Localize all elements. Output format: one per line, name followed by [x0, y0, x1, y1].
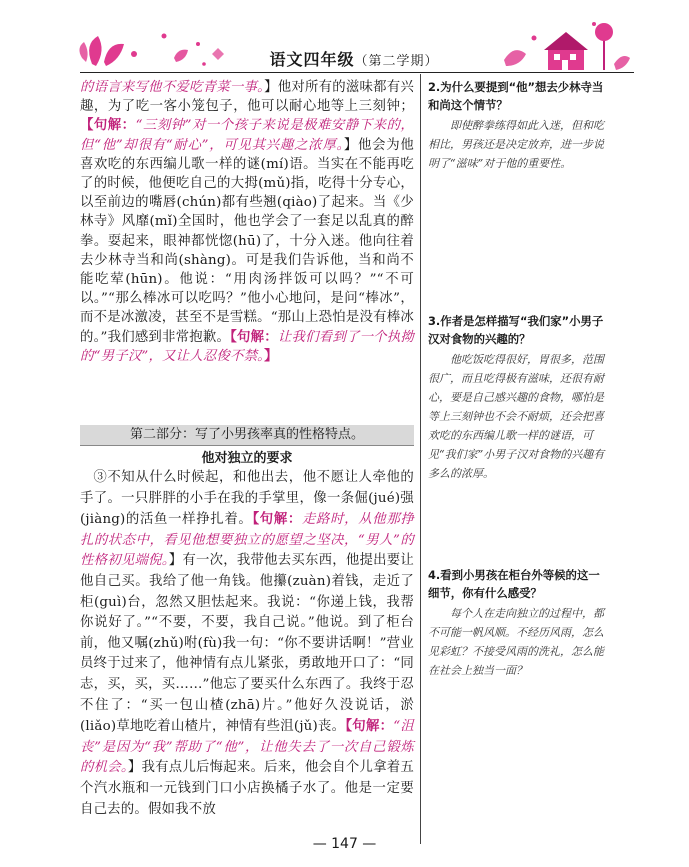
- annotation-end-text: 的语言来写他不爱吃青菜一事。: [80, 80, 265, 95]
- question-2-answer: 即使醉拳练得如此入迷，但和吃相比，男孩还是决定放弃，进一步说明了“滋味”对于他的重要性。: [428, 119, 604, 170]
- sentence-note: “三刻钟”对一个孩子来说是极难安静下来的，但“他”却很有“耐心”，可见其兴趣之浓厚。: [80, 118, 414, 153]
- sentence-note-tag: 【句解：: [230, 328, 278, 345]
- book-title-term: （第二学期）: [354, 54, 439, 69]
- sentence-note-tag: 【句解：: [345, 718, 394, 735]
- body-text: 】他对所有的滋味都有兴趣，为了吃一客小笼包子，他可以耐心地等上三刻钟；: [80, 80, 414, 115]
- question-4-answer: 每个人在走向独立的过程中，都不可能一帆风顺。不经历风雨，怎么见彩虹？不接受风雨的洗礼，怎么能在社会上独当一面？: [428, 607, 604, 677]
- main-text-part-1: [80, 78, 414, 366]
- page-number: — 147 —: [312, 836, 377, 852]
- question-3: [428, 312, 610, 483]
- book-title-main: 语文四年级: [269, 50, 355, 69]
- main-text-part-2: [80, 468, 414, 820]
- paragraph-independence: [80, 468, 414, 820]
- header-rule: [80, 72, 634, 73]
- sentence-note: 让我们看到了一个执拗的“男子汉”，又让人忍俊不禁。: [80, 329, 415, 364]
- page-header: [74, 14, 634, 78]
- sentence-note-tag: 【句解：: [252, 511, 302, 528]
- question-4-text: 4.看到小男孩在柜台外等候的这一细节，你有什么感受？: [428, 568, 600, 600]
- sentence-note-close: 】: [264, 347, 278, 364]
- body-text: 】他会为他喜欢吃的东西编儿歌一样的谜(mí)语。当实在不能再吃了的时候，他便吃自己的大拇(mǔ)指，吃得十分专心，以至前边的嘴唇(chún)都有些翘(qiào)了起来。当《少林寺》风靡(mǐ)全国时，他也学会了一套足以乱真的醉拳。耍起来，眼神都恍惚(hū)了，十分入迷。他向往着去少林寺当和尚(shàng)。可是我们告诉他，当和尚不能吃荤(hūn)。他说：“用肉汤拌饭可以吗？”“不可以。”“那么棒冰可以吃吗？”他小心地问，是问“棒冰”，而不是冰激凌，甚至不是雪糕。“那山上恐怕是没有棒冰的。”我们感到非常抱歉。: [80, 137, 415, 345]
- paragraph-taste: [80, 78, 414, 366]
- question-3-text: 3.作者是怎样描写“我们家”小男子汉对食物的兴趣的？: [428, 314, 604, 346]
- question-2: [428, 78, 610, 173]
- sentence-note-tag: 【句解：: [80, 117, 136, 134]
- book-title: [74, 47, 634, 70]
- question-2-text: 2.为什么要提到“他”想去少林寺当和尚这个情节？: [428, 80, 604, 112]
- section-summary-bar: 第二部分：写了小男孩率真的性格特点。: [80, 425, 414, 446]
- sentence-note: 走路时，从他那挣扎的状态中，看见他想要独立的愿望之坚决，“男人”的性格初见端倪。: [80, 512, 414, 569]
- body-text: 】我有点儿后悔起来。后来，他会自个儿拿着五个汽水瓶和一元钱到门口小店换橘子水了。他是一定要自己去的。假如我不放: [80, 760, 414, 817]
- question-4: [428, 566, 610, 680]
- question-3-answer: 他吃饭吃得很好，胃很多，范围很广，而且吃得极有滋味，还很有耐心，要是自己感兴趣的食物，哪怕是等上三刻钟也不会不耐烦，还会把喜欢吃的东西编儿歌一样的谜语，可见“我们家”小男子汉对食物的兴趣有多么的浓厚。: [428, 353, 605, 480]
- subsection-title: 他对独立的要求: [201, 451, 293, 466]
- column-divider: [420, 74, 421, 844]
- body-text: ③不知从什么时候起，和他出去，他不愿让人牵他的手了。一只胖胖的小手在我的手掌里，像一条倔(jué)强(jiàng)的活鱼一样挣扎着。: [80, 470, 414, 528]
- sentence-note: “沮丧”是因为“我”帮助了“他”，让他失去了一次自己锻炼的机会。: [80, 719, 414, 776]
- body-text: 】有一次，我带他去买东西，他提出要让他自己买。我给了他一角钱。他攥(zuàn)着钱，走近了柜(guì)台，忽然又胆怯起来。我说：“你递上钱，我帮你说好了。”“不要，不要，我自己说。”他说。到了柜台前，他又嘱(zhǔ)咐(fù)我一句：“你不要讲话啊！”营业员终于过来了，他神情有点儿紧张，勇敢地开口了：“同志，买，买，买……”他忘了要买什么东西了。我终于忍不住了：“买一包山楂(zhā)片。”他好久没说话，淤(liǎo)草地吃着山楂片，神情有些沮(jǔ)丧。: [80, 553, 414, 735]
